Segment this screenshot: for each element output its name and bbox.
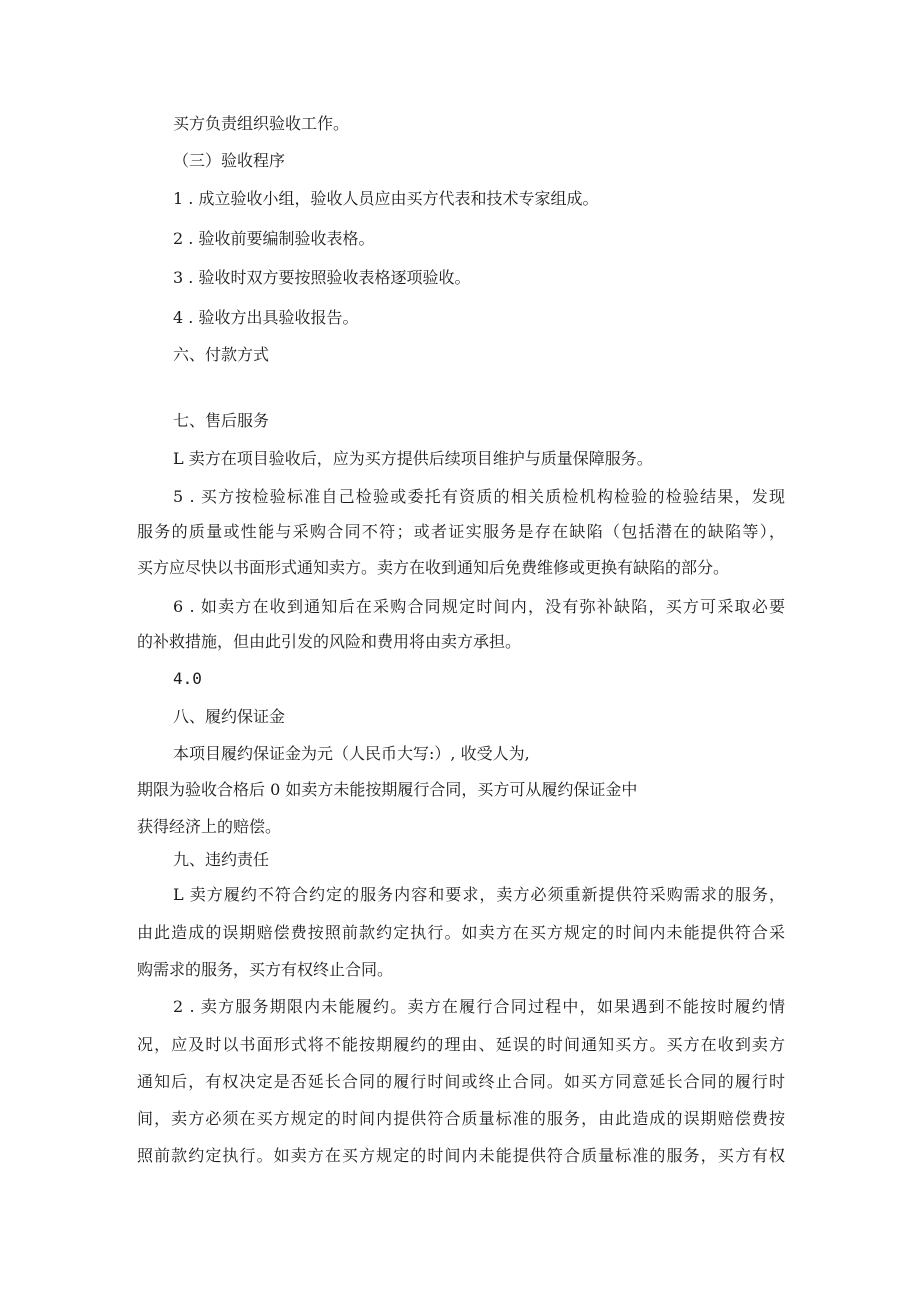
- breach-item-2-line-1: 2 . 卖方服务期限内未能履约。卖方在履行合同过程中，如果遇到不能按时履约情: [173, 997, 785, 1016]
- acceptance-procedure-heading: （三）验收程序: [173, 151, 286, 170]
- after-sales-item-6-line-1: 6 . 如卖方在收到通知后在采购合同规定时间内，没有弥补缺陷，买方可采取必要: [173, 597, 785, 616]
- breach-item-1-line-2: 由此造成的误期赔偿费按照前款约定执行。如卖方在买方规定的时间内未能提供符合采: [137, 923, 785, 942]
- after-sales-item-5-line-2: 服务的质量或性能与采购合同不符；或者证实服务是存在缺陷（包括潜在的缺陷等），: [137, 522, 785, 541]
- breach-liability-heading: 九、违约责任: [173, 850, 270, 869]
- after-sales-item-6-line-2: 的补救措施，但由此引发的风险和费用将由卖方承担。: [137, 632, 522, 651]
- performance-bond-line-3: 获得经济上的赔偿。: [137, 817, 282, 836]
- performance-bond-line-1: 本项目履约保证金为元（人民币大写:）, 收受人为,: [173, 744, 530, 763]
- breach-item-2-line-5: 照前款约定执行。如卖方在买方规定的时间内未能提供符合质量标准的服务，买方有权: [137, 1146, 785, 1165]
- breach-item-1-line-3: 购需求的服务，买方有权终止合同。: [137, 960, 394, 979]
- performance-bond-line-2: 期限为验收合格后 0 如卖方未能按期履行合同，买方可从履约保证金中: [137, 780, 638, 799]
- number-text: 4.0: [173, 669, 202, 688]
- after-sales-item-1: L 卖方在项目验收后，应为买方提供后续项目维护与质量保障服务。: [173, 449, 653, 468]
- payment-method-heading: 六、付款方式: [173, 345, 270, 364]
- performance-bond-heading: 八、履约保证金: [173, 707, 286, 726]
- after-sales-item-5-line-3: 买方应尽快以书面形式通知卖方。卖方在收到通知后免费维修或更换有缺陷的部分。: [137, 558, 730, 577]
- breach-item-2-line-4: 间，卖方必须在买方规定的时间内提供符合质量标准的服务，由此造成的误期赔偿费按: [137, 1109, 785, 1128]
- procedure-step-4: 4 . 验收方出具验收报告。: [173, 308, 359, 327]
- after-sales-item-5-line-1: 5 . 买方按检验标准自己检验或委托有资质的相关质检机构检验的检验结果，发现: [173, 487, 785, 506]
- breach-item-2-line-3: 通知后，有权决定是否延长合同的履行时间或终止合同。如买方同意延长合同的履行时: [137, 1072, 785, 1091]
- breach-item-2-line-2: 况，应及时以书面形式将不能按期履约的理由、延误的时间通知买方。买方在收到卖方: [137, 1035, 785, 1054]
- after-sales-heading: 七、售后服务: [173, 411, 270, 430]
- procedure-step-1: 1 . 成立验收小组，验收人员应由买方代表和技术专家组成。: [173, 189, 599, 208]
- procedure-step-3: 3 . 验收时双方要按照验收表格逐项验收。: [173, 268, 471, 287]
- breach-item-1-line-1: L 卖方履约不符合约定的服务内容和要求，卖方必须重新提供符采购需求的服务，: [173, 885, 785, 904]
- procedure-step-2: 2 . 验收前要编制验收表格。: [173, 229, 375, 248]
- acceptance-responsibility-line: 买方负责组织验收工作。: [173, 114, 350, 133]
